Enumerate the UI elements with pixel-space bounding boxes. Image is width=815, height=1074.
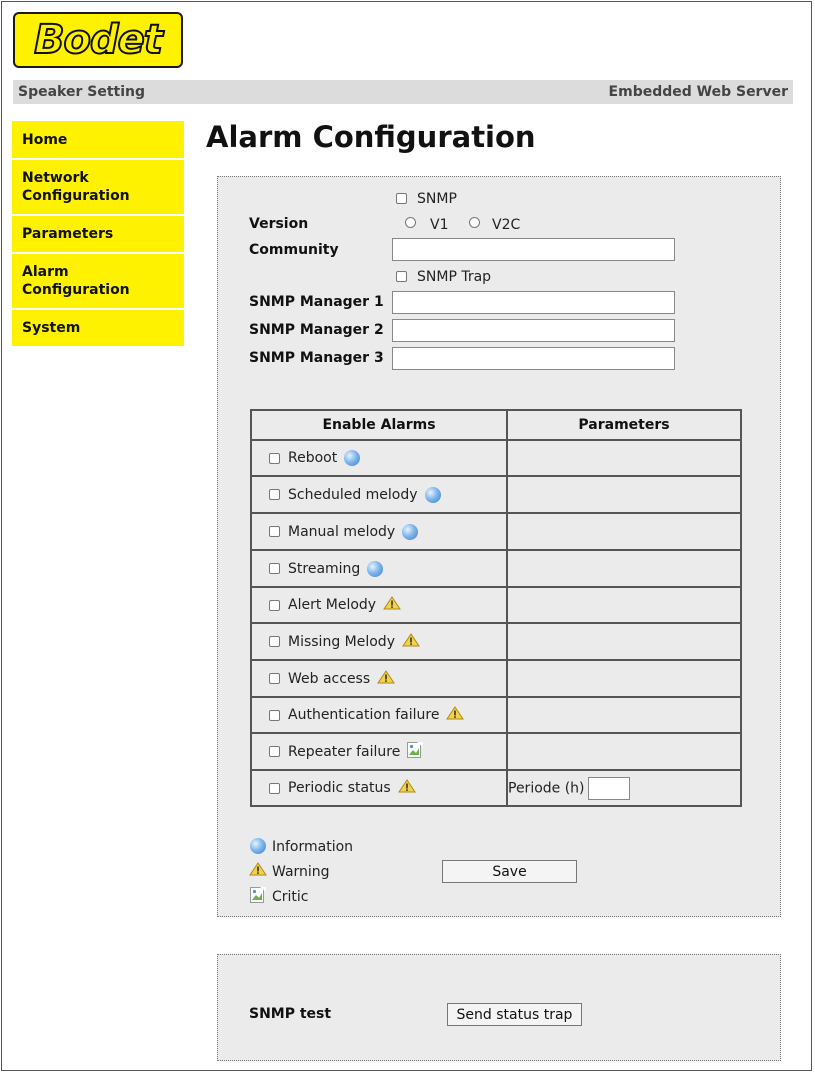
alarm-checkbox[interactable]	[269, 746, 280, 757]
header-server-label: Embedded Web Server	[608, 84, 788, 100]
alarm-enable-cell	[251, 733, 507, 770]
alarm-enable-cell	[251, 587, 507, 623]
alarm-name: Streaming	[288, 560, 361, 577]
table-row	[251, 623, 741, 660]
snmp-manager-3-input[interactable]	[392, 347, 675, 370]
sidebar-item-label: Alarm Configuration	[22, 264, 130, 298]
snmp-checkbox[interactable]	[396, 193, 407, 204]
snmp-test-label: SNMP test	[249, 1006, 332, 1022]
alarm-checkbox[interactable]	[269, 453, 280, 464]
table-row	[251, 440, 741, 476]
sidebar-nav	[12, 121, 184, 348]
broken-image-icon	[250, 887, 266, 907]
alarm-checkbox[interactable]	[269, 783, 280, 794]
bodet-logo	[13, 12, 183, 68]
snmp-manager-2-input[interactable]	[392, 319, 675, 342]
v2c-radio[interactable]	[469, 217, 480, 228]
legend-information: Information	[272, 839, 354, 855]
alarm-parameters-cell	[507, 550, 741, 587]
alarm-name: Reboot	[288, 450, 338, 466]
alarm-enable-cell	[251, 697, 507, 733]
alarm-enable-cell	[251, 476, 507, 513]
alarm-checkbox[interactable]	[269, 489, 280, 500]
page-title: Alarm Configuration	[206, 120, 536, 154]
community-input[interactable]	[392, 238, 675, 261]
warning-icon	[377, 670, 395, 688]
table-row	[251, 513, 741, 550]
alarm-enable-cell	[251, 550, 507, 587]
snmp-label: SNMP	[417, 191, 457, 207]
sidebar-item-network-configuration[interactable]	[12, 160, 184, 214]
warning-icon	[402, 633, 420, 651]
alarm-name: Repeater failure	[288, 743, 401, 760]
warning-icon	[398, 779, 416, 797]
v2c-label: V2C	[492, 217, 521, 233]
snmp-test-panel	[217, 954, 781, 1061]
legend-warning: Warning	[272, 864, 330, 880]
enable-alarms-header: Enable Alarms	[251, 410, 507, 440]
sidebar-item-label: System	[22, 320, 81, 336]
alarms-table	[250, 409, 742, 807]
info-icon	[250, 838, 266, 854]
info-icon	[425, 487, 441, 503]
warning-icon	[249, 862, 267, 880]
alarm-name: Missing Melody	[288, 633, 395, 650]
header-bar	[13, 80, 793, 104]
alarm-enable-cell	[251, 440, 507, 476]
alarm-parameters-cell	[507, 440, 741, 476]
snmp-manager-2-label: SNMP Manager 2	[249, 322, 384, 338]
alarm-checkbox[interactable]	[269, 563, 280, 574]
alarm-parameters-cell	[507, 623, 741, 660]
sidebar-item-home[interactable]	[12, 121, 184, 158]
alarm-name: Periodic status	[288, 780, 391, 796]
snmp-manager-1-label: SNMP Manager 1	[249, 294, 384, 310]
sidebar-item-label: Home	[22, 131, 68, 148]
info-icon	[367, 561, 383, 577]
header-title: Speaker Setting	[18, 84, 146, 100]
alarm-name: Manual melody	[288, 523, 396, 540]
alarm-checkbox[interactable]	[269, 526, 280, 537]
version-label: Version	[249, 216, 309, 232]
legend-critic: Critic	[272, 889, 309, 905]
alarm-name: Authentication failure	[288, 707, 440, 723]
community-label: Community	[249, 242, 339, 258]
alarm-enable-cell	[251, 513, 507, 550]
info-icon	[402, 524, 418, 540]
warning-icon	[383, 596, 401, 614]
snmp-trap-label: SNMP Trap	[417, 269, 492, 285]
sidebar-item-label: Network Configuration	[22, 170, 130, 204]
broken-image-icon	[407, 742, 423, 762]
v1-label: V1	[430, 217, 449, 233]
snmp-manager-3-label: SNMP Manager 3	[249, 350, 384, 366]
alarm-parameters-cell	[507, 770, 741, 806]
alarm-parameters-cell	[507, 660, 741, 697]
alarm-parameters-cell	[507, 733, 741, 770]
table-row	[251, 770, 741, 806]
send-status-trap-button[interactable]: Send status trap	[447, 1003, 582, 1026]
info-icon	[344, 450, 360, 466]
logo-text: Bodet	[34, 17, 162, 63]
alarm-enable-cell	[251, 660, 507, 697]
alarm-name: Web access	[288, 670, 371, 687]
table-row	[251, 476, 741, 513]
alarm-parameters-cell	[507, 697, 741, 733]
table-row	[251, 587, 741, 623]
snmp-manager-1-input[interactable]	[392, 291, 675, 314]
table-row	[251, 550, 741, 587]
sidebar-item-system[interactable]	[12, 310, 184, 346]
sidebar-item-parameters[interactable]	[12, 216, 184, 252]
table-row	[251, 697, 741, 733]
table-row	[251, 660, 741, 697]
alarm-checkbox[interactable]	[269, 673, 280, 684]
snmp-trap-checkbox[interactable]	[396, 271, 407, 282]
alarm-parameters-cell	[507, 476, 741, 513]
alarm-enable-cell	[251, 770, 507, 806]
alarm-checkbox[interactable]	[269, 600, 280, 611]
parameters-header: Parameters	[507, 410, 741, 440]
alarm-config-panel	[217, 176, 781, 917]
alarm-checkbox[interactable]	[269, 710, 280, 721]
alarm-parameters-cell	[507, 587, 741, 623]
alarm-parameters-cell	[507, 513, 741, 550]
alarm-name: Scheduled melody	[288, 486, 418, 503]
periode-label: Periode (h)	[508, 780, 585, 796]
periode-input[interactable]	[588, 777, 630, 800]
warning-icon	[446, 706, 464, 724]
sidebar-item-alarm-configuration[interactable]	[12, 254, 184, 308]
sidebar-item-label: Parameters	[22, 226, 114, 242]
save-button[interactable]: Save	[442, 860, 577, 883]
v1-radio[interactable]	[405, 217, 416, 228]
alarm-checkbox[interactable]	[269, 636, 280, 647]
alarm-enable-cell	[251, 623, 507, 660]
table-header-row	[251, 410, 741, 440]
table-row	[251, 733, 741, 770]
alarm-name: Alert Melody	[288, 597, 377, 613]
